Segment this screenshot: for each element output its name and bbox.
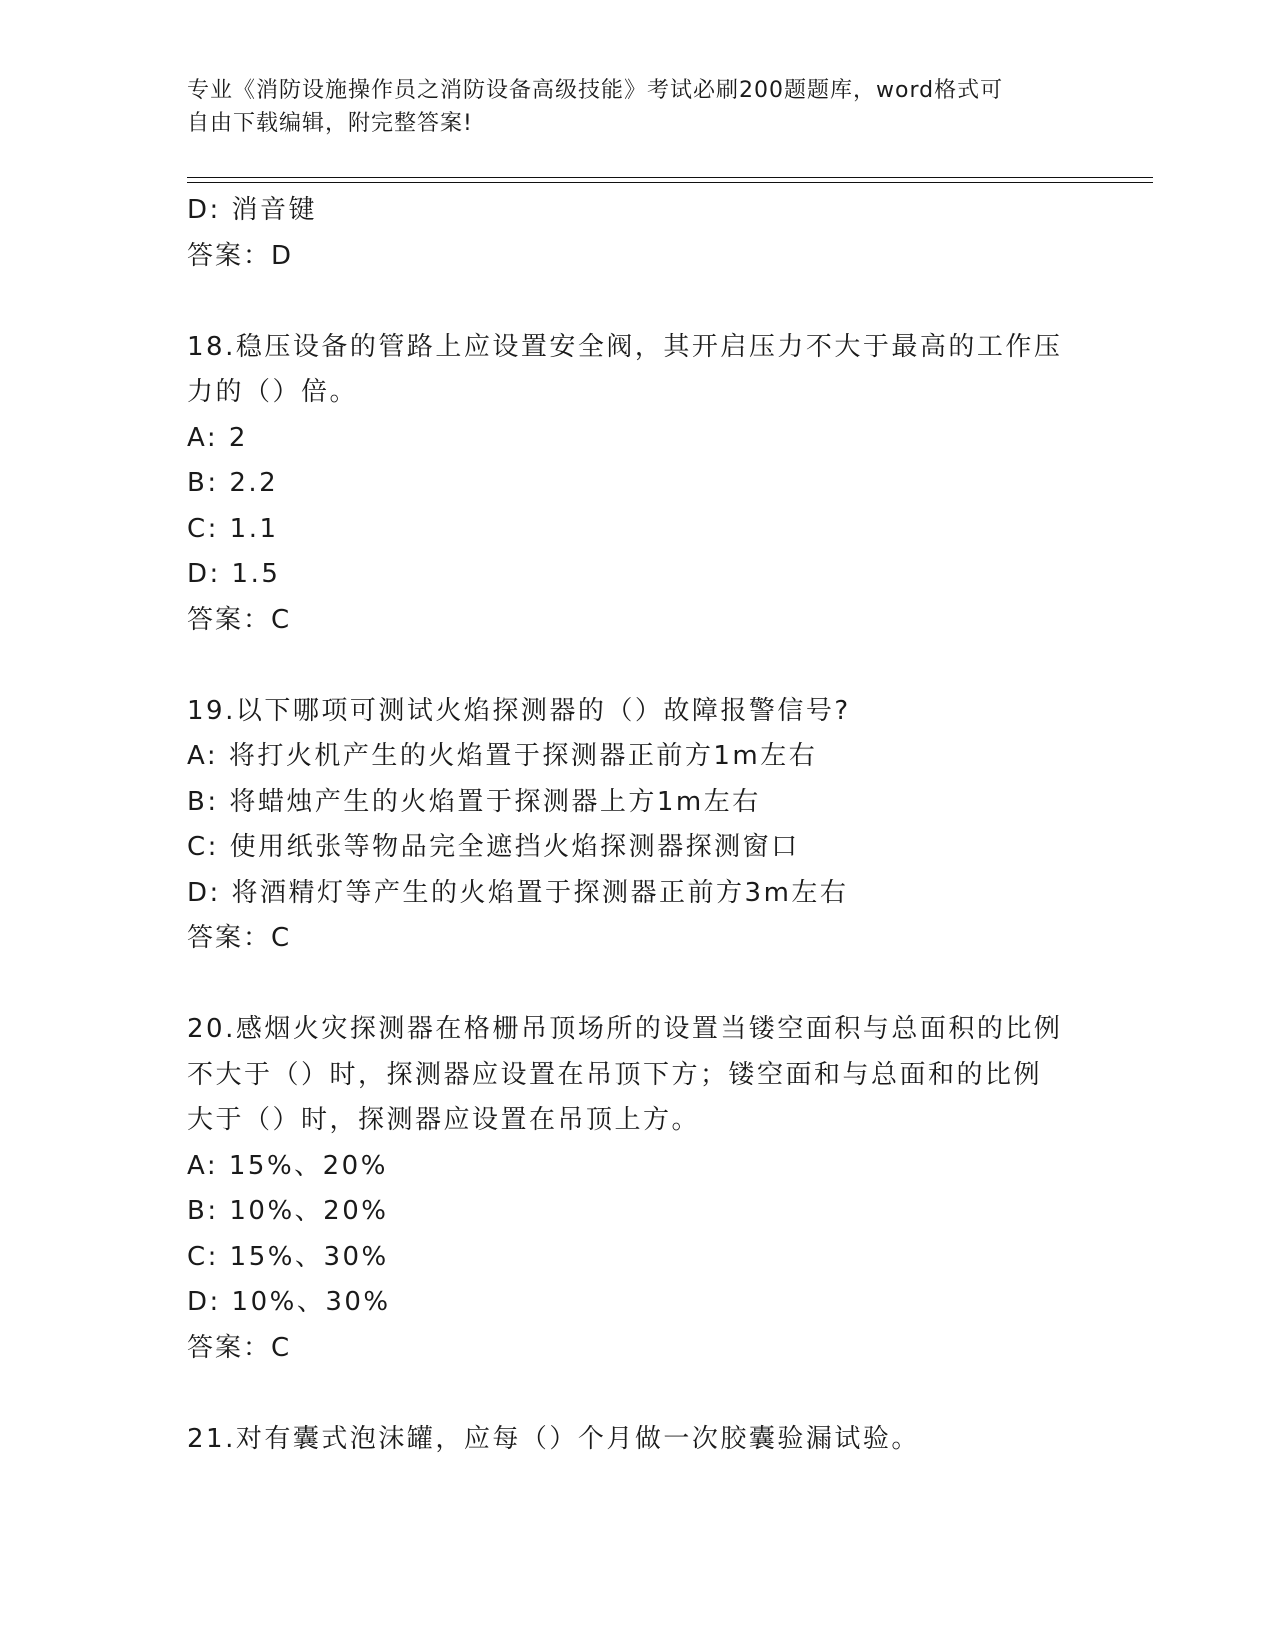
question-stem-line: 大于（）时，探测器应设置在吊顶上方。 xyxy=(187,1105,701,1135)
question-stem-line: 20.感烟火灾探测器在格栅吊顶场所的设置当镂空面积与总面积的比例 xyxy=(187,1014,1063,1044)
header-line-1: 专业《消防设施操作员之消防设备高级技能》考试必刷200题题库，word格式可 xyxy=(187,78,1004,103)
option-d: D: 1.5 xyxy=(187,559,281,589)
question-19 xyxy=(187,689,1087,962)
option-a: A: 15%、20% xyxy=(187,1150,388,1181)
option-b: B: 2.2 xyxy=(187,468,279,498)
option-b: B: 将蜡烛产生的火焰置于探测器上方1m左右 xyxy=(187,786,761,817)
question-20 xyxy=(187,1007,1087,1371)
header-rule-top xyxy=(187,177,1153,178)
question-21 xyxy=(187,1417,1087,1463)
question-stem-line: 19.以下哪项可测试火焰探测器的（）故障报警信号? xyxy=(187,695,851,726)
question-stem-line: 不大于（）时，探测器应设置在吊顶下方；镂空面和与总面和的比例 xyxy=(187,1059,1043,1090)
option-c: C: 1.1 xyxy=(187,513,279,544)
question-stem-line: 力的（）倍。 xyxy=(187,377,359,407)
answer: 答案：D xyxy=(187,240,294,271)
option-d: D: 10%、30% xyxy=(187,1287,391,1317)
document-header xyxy=(187,74,1087,140)
question-content xyxy=(187,188,1087,1462)
answer: 答案：C xyxy=(187,923,292,953)
question-18 xyxy=(187,325,1087,644)
question-stem-line: 21.对有囊式泡沫罐，应每（）个月做一次胶囊验漏试验。 xyxy=(187,1423,920,1454)
previous-question-tail xyxy=(187,188,1087,279)
option-d: D: 将酒精灯等产生的火焰置于探测器正前方3m左右 xyxy=(187,877,849,908)
header-line-2: 自由下载编辑，附完整答案! xyxy=(187,111,473,136)
option-d: D: 消音键 xyxy=(187,195,318,225)
header-rule-bottom xyxy=(187,182,1153,183)
answer: 答案：C xyxy=(187,1332,292,1363)
answer: 答案：C xyxy=(187,604,292,635)
question-stem-line: 18.稳压设备的管路上应设置安全阀，其开启压力不大于最高的工作压 xyxy=(187,331,1063,362)
option-c: C: 使用纸张等物品完全遮挡火焰探测器探测窗口 xyxy=(187,832,800,862)
option-a: A: 2 xyxy=(187,422,248,453)
option-b: B: 10%、20% xyxy=(187,1196,389,1226)
option-a: A: 将打火机产生的火焰置于探测器正前方1m左右 xyxy=(187,741,818,771)
option-c: C: 15%、30% xyxy=(187,1241,389,1272)
